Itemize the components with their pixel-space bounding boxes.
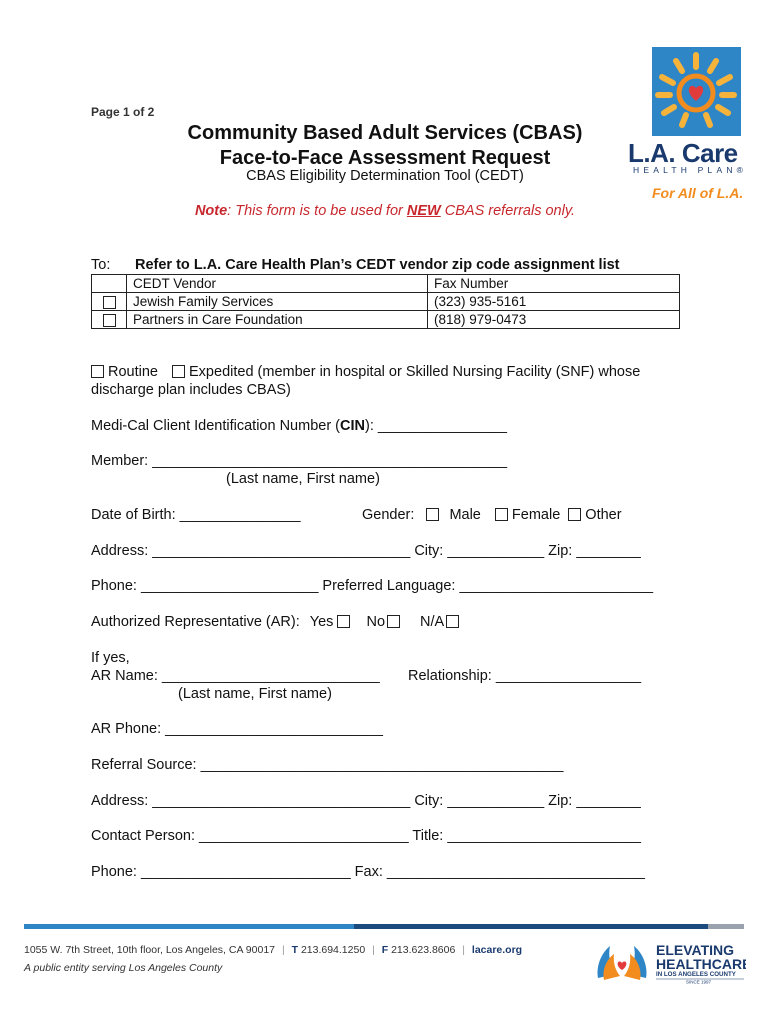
cin-field[interactable]: [91, 418, 507, 434]
footer-divider: |: [462, 944, 465, 956]
ar-name-hint: (Last name, First name): [178, 686, 332, 702]
member-field[interactable]: Member: ____________________________________________: [91, 453, 508, 469]
referral-address-field[interactable]: Address: ________________________________ City: ____________ Zip: ________: [91, 793, 641, 809]
ar-name-field[interactable]: AR Name: ___________________________: [91, 668, 380, 684]
gender-label: Gender:: [362, 507, 415, 523]
vendor-fax: (818) 979-0473: [428, 311, 680, 329]
vendor-table: [91, 274, 680, 329]
page-number: Page 1 of 2: [91, 105, 155, 119]
footer-phone: 213.694.1250: [300, 944, 366, 956]
svg-text:HEALTHCARE: HEALTHCARE: [656, 956, 746, 972]
ar-no-checkbox[interactable]: [387, 615, 400, 628]
routine-label: Routine: [108, 364, 158, 380]
to-label: To:: [91, 257, 111, 273]
gender-other-checkbox[interactable]: [568, 508, 581, 521]
request-type-row: [91, 364, 640, 380]
expedited-label-cont: discharge plan includes CBAS): [91, 382, 291, 398]
note-text-before: : This form is to be used for: [227, 203, 407, 219]
routine-checkbox[interactable]: [91, 365, 104, 378]
form-note: [150, 203, 620, 219]
ar-na-label: N/A: [420, 614, 445, 630]
ar-no-label: No: [366, 614, 386, 630]
header-blank-cell: [92, 275, 127, 293]
to-instruction: Refer to L.A. Care Health Plan’s CEDT vendor zip code assignment list: [135, 257, 620, 273]
gender-male-checkbox[interactable]: [426, 508, 439, 521]
phone-fax-field[interactable]: Phone: __________________________ Fax: ________________________________: [91, 864, 645, 880]
ar-yes-checkbox[interactable]: [337, 615, 350, 628]
ar-na-checkbox[interactable]: [446, 615, 459, 628]
footer-address: [24, 944, 522, 956]
ar-phone-field[interactable]: AR Phone: ___________________________: [91, 721, 383, 737]
gender-female-checkbox[interactable]: [495, 508, 508, 521]
svg-text:SINCE 1997: SINCE 1997: [686, 979, 712, 984]
vendor-table-header: [92, 275, 680, 293]
referral-source-field[interactable]: Referral Source: _____________________________________________: [91, 757, 564, 773]
logo-tagline: For All of L.A.: [652, 185, 744, 201]
footer-fax: 213.623.8606: [391, 944, 456, 956]
note-label: Note: [194, 203, 228, 219]
fax-column-header: Fax Number: [428, 275, 680, 293]
table-row: [92, 311, 680, 329]
expedited-label: Expedited (member in hospital or Skilled Nursing Facility (SNF) whose: [189, 364, 641, 380]
svg-text:IN LOS ANGELES COUNTY: IN LOS ANGELES COUNTY: [656, 971, 736, 978]
if-yes-label: If yes,: [91, 650, 130, 666]
gender-male-label: Male: [449, 507, 481, 523]
footer-bar-grey: [708, 924, 744, 929]
footer-bar-navy: [408, 924, 708, 929]
phone-language-field[interactable]: Phone: ______________________ Preferred Language: ________________________: [91, 578, 654, 594]
vendor-checkbox-jfs[interactable]: [103, 296, 116, 309]
table-row: [92, 293, 680, 311]
contact-person-field[interactable]: Contact Person: __________________________ Title: ________________________: [91, 828, 641, 844]
vendor-checkbox-picf[interactable]: [103, 314, 116, 327]
expedited-checkbox[interactable]: [172, 365, 185, 378]
note-emphasis: NEW: [406, 203, 441, 219]
vendor-checkbox-cell: [92, 311, 127, 329]
relationship-field[interactable]: Relationship: __________________: [408, 668, 642, 684]
logo-name: L.A. Care: [628, 138, 738, 168]
gender-row: [362, 507, 622, 523]
cin-label-after: ): ________________: [365, 418, 507, 434]
form-title: Community Based Adult Services (CBAS): [187, 122, 583, 144]
footer-tagline: A public entity serving Los Angeles County: [24, 962, 223, 974]
note-text-after: CBAS referrals only.: [440, 203, 576, 219]
footer-phone-letter: T: [291, 944, 299, 956]
footer-divider: |: [372, 944, 375, 956]
footer-fax-letter: F: [381, 944, 389, 956]
footer-bar-dark: [354, 924, 408, 929]
ar-yes-label: Yes: [309, 614, 334, 630]
vendor-name: Partners in Care Foundation: [127, 311, 428, 329]
cin-label-before: Medi-Cal Client Identification Number (: [91, 418, 341, 434]
elevating-healthcare-badge-icon: [594, 940, 746, 984]
sun-heart-icon: [652, 47, 741, 136]
vendor-fax: (323) 935-5161: [428, 293, 680, 311]
cin-label-bold: CIN: [340, 418, 365, 434]
member-hint: (Last name, First name): [226, 471, 380, 487]
form-title-line2: Face-to-Face Assessment Request: [219, 147, 551, 169]
address-field[interactable]: Address: ________________________________ City: ____________ Zip: ________: [91, 543, 641, 559]
la-care-logo: [652, 47, 741, 136]
elevating-healthcare-logo: [594, 940, 746, 984]
footer-divider: |: [281, 944, 285, 956]
gender-other-label: Other: [585, 507, 622, 523]
dob-field[interactable]: Date of Birth: _______________: [91, 507, 301, 523]
vendor-checkbox-cell: [92, 293, 127, 311]
ar-label: Authorized Representative (AR):: [91, 614, 300, 630]
footer-bar-blue: [24, 924, 354, 929]
vendor-column-header: CEDT Vendor: [127, 275, 428, 293]
ar-row: [91, 614, 463, 630]
vendor-name: Jewish Family Services: [127, 293, 428, 311]
footer-website-link[interactable]: lacare.org: [471, 944, 523, 956]
footer-street: 1055 W. 7th Street, 10th floor, Los Angeles, CA 90017: [24, 944, 276, 956]
gender-female-label: Female: [511, 507, 561, 523]
logo-plan: HEALTH PLAN®: [633, 165, 748, 175]
svg-text:ELEVATING: ELEVATING: [656, 942, 735, 958]
form-subtitle: CBAS Eligibility Determination Tool (CEDT): [246, 168, 524, 184]
